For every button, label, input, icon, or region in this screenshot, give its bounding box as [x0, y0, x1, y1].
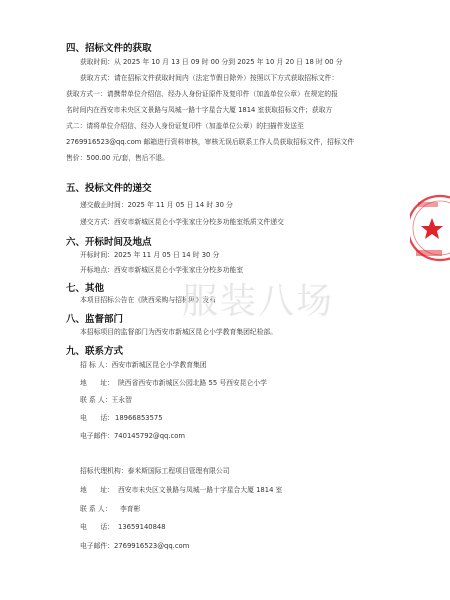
agency-contact: 李育彬: [120, 505, 141, 513]
tenderer-name-label: 招 标 人：: [80, 361, 112, 369]
section-4-method2-line2: 2769916523@qq.com 邮箱进行资料审核，审核无误后联系工作人员获取招标文件，招标文件: [66, 138, 355, 146]
section-4-method2-line1: 式二：请将单位介绍信、经办人身份证复印件（加盖单位公章）的扫描件发送至: [66, 122, 304, 130]
tenderer-phone-row: [80, 414, 163, 423]
official-seal-icon: [410, 180, 450, 280]
tenderer-email-row: [80, 432, 185, 441]
section-4-time: 获取时间：从 2025 年 10 月 13 日 09 时 00 分到 2025 年 10 月 20 日 18 时 00 分: [80, 58, 343, 66]
agency-phone-label: 电 话：: [80, 523, 114, 531]
section-4-price: 售价：500.00 元/套，售后不退。: [66, 154, 169, 162]
tenderer-name-row: [80, 361, 207, 370]
section-6-place: 开标地点：西安市新城区昆仑小学张家庄分校多功能室: [80, 266, 244, 274]
tenderer-contact-label: 联 系 人：: [80, 396, 112, 404]
section-5-place: 递交方式：西安市新城区昆仑小学张家庄分校多功能室纸质文件递交: [80, 218, 284, 226]
agency-contact-row: [80, 505, 140, 514]
agency-email: 2769916523@qq.com: [113, 542, 190, 550]
tenderer-address: 陕西省西安市新城区公园北路 55 号西安昆仑小学: [118, 379, 267, 387]
agency-email-label: 电子邮件：: [80, 542, 114, 550]
section-7-heading: 七、其他: [66, 283, 105, 294]
section-8-text: 本招标项目的监督部门为西安市新城区昆仑小学教育集团纪检部。: [80, 328, 278, 336]
tenderer-email-label: 电子邮件：: [80, 432, 114, 440]
tenderer-email: 740145792@qq.com: [113, 432, 186, 440]
section-5-deadline: 递交截止时间：2025 年 11 月 05 日 14 时 30 分: [80, 201, 233, 209]
agency-phone-row: [80, 523, 166, 532]
section-4-method1-line2: 名时间内在西安市未央区文景路与凤城一路十字星合大厦 1814 室获取招标文件；获取方: [66, 106, 333, 114]
tenderer-phone: 18966853575: [115, 414, 163, 422]
tenderer-address-row: [80, 379, 267, 388]
agency-contact-label: 联 系 人：: [80, 505, 112, 513]
section-4-method: 获取方式：请在招标文件获取时间内（法定节假日除外）按照以下方式获取招标文件：: [80, 74, 339, 82]
agency-name-label: 招标代理机构：: [80, 467, 128, 475]
agency-name: 泰米斯国际工程项目管理有限公司: [127, 467, 230, 475]
agency-address-label: 地 址：: [80, 486, 114, 494]
agency-name-row: [80, 467, 230, 476]
section-9-heading: 九、联系方式: [66, 346, 124, 357]
tenderer-contact-row: [80, 396, 132, 405]
agency-address: 西安市未央区文景路与凤城一路十字星合大厦 1814 室: [118, 486, 283, 494]
tenderer-address-label: 地 址：: [80, 379, 114, 387]
tenderer-contact: 王永智: [111, 396, 132, 404]
section-7-text: 本项目招标公告在《陕西采购与招标网》发布: [80, 296, 216, 304]
tenderer-phone-label: 电 话：: [80, 414, 114, 422]
section-4-heading: 四、招标文件的获取: [66, 43, 152, 54]
agency-email-row: [80, 542, 189, 551]
section-6-time: 开标时间：2025 年 11 月 05 日 14 时 30 分: [80, 251, 220, 259]
section-5-heading: 五、投标文件的递交: [66, 183, 152, 194]
agency-address-row: [80, 486, 282, 495]
section-4-method1-line1: 获取方式一：请携带单位介绍信、经办人身份证原件及复印件（加盖单位公章）在规定的报: [66, 90, 338, 98]
section-6-heading: 六、开标时间及地点: [66, 237, 152, 248]
watermark-text: 服装八场: [182, 281, 335, 322]
tenderer-name: 西安市新城区昆仑小学教育集团: [111, 361, 207, 369]
section-8-heading: 八、监督部门: [66, 314, 124, 325]
agency-phone: 13659140848: [118, 523, 166, 531]
